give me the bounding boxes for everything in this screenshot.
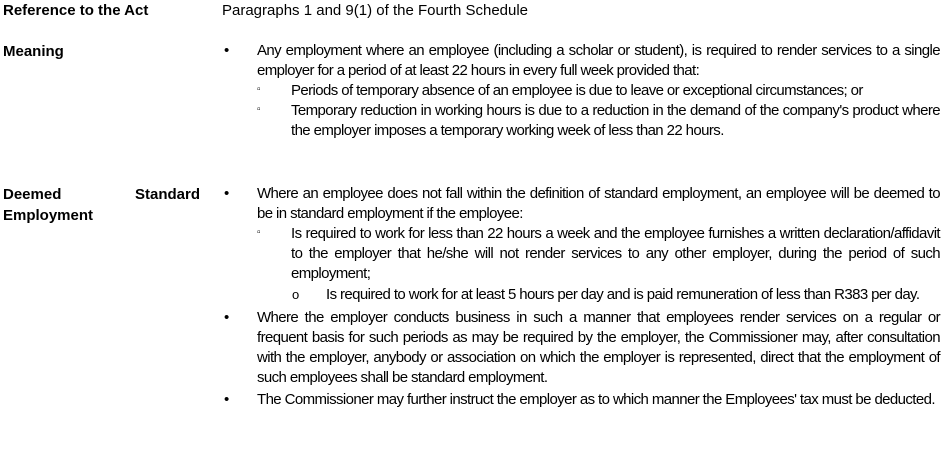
- deemed-bullet: [222, 184, 940, 224]
- square-marker: ▫: [257, 227, 260, 238]
- reference-text: Paragraphs 1 and 9(1) of the Fourth Schedule: [222, 2, 529, 19]
- deemed-label: [3, 184, 200, 226]
- deemed-label-word1: Deemed: [3, 186, 62, 203]
- square-marker: ▫: [257, 84, 260, 95]
- reference-label: Reference to the Act: [3, 2, 149, 19]
- meaning-sub-item: [222, 101, 940, 141]
- deemed-bullet: [222, 390, 940, 410]
- meaning-label: Meaning: [3, 43, 64, 60]
- meaning-bullet-text: Any employment where an employee (including a scholar or student), is required to render services to a single employer for a period of at least 22 hours in every full week provided that:: [257, 42, 940, 79]
- bullet-marker: •: [224, 42, 229, 59]
- deemed-label-line2: Employment: [3, 207, 94, 224]
- deemed-bullet-text: Where the employer conducts business in such a manner that employees render services on a regular or frequent basis for such periods as may be required by the employer, the Commissioner may, after consultation with the employer, anybody or association on which the employer is represented, direct that the employment of such employees shall be standard employment.: [257, 309, 940, 386]
- deemed-sub-item: [222, 224, 940, 284]
- bullet-marker: •: [224, 309, 229, 326]
- deemed-content: [222, 184, 940, 410]
- deemed-sub-item-text: Is required to work for less than 22 hours a week and the employee furnishes a written declaration/affidavit to the employer that he/she will not render services to any other employer, during the period of such employment;: [291, 225, 940, 282]
- meaning-sub-item: [222, 81, 940, 101]
- deemed-subsub-item: [222, 284, 940, 306]
- meaning-bullet: [222, 41, 940, 81]
- bullet-marker: •: [224, 391, 229, 408]
- deemed-bullet-text: Where an employee does not fall within the definition of standard employment, an employee will be deemed to be in standard employment if the employee:: [257, 185, 940, 222]
- bullet-marker: •: [224, 185, 229, 202]
- square-marker: ▫: [257, 104, 260, 115]
- meaning-content: [222, 41, 940, 141]
- deemed-bullet: [222, 308, 940, 388]
- circle-marker: o: [292, 287, 299, 302]
- meaning-sub-item-text: Periods of temporary absence of an employee is due to leave or exceptional circumstances; or: [291, 82, 863, 99]
- meaning-sub-item-text: Temporary reduction in working hours is due to a reduction in the demand of the company's product where the employer imposes a temporary working week of less than 22 hours.: [291, 102, 940, 139]
- deemed-bullet-text: The Commissioner may further instruct the employer as to which manner the Employees' tax must be deducted.: [257, 391, 935, 408]
- deemed-label-word2: Standard: [134, 186, 200, 203]
- deemed-label-line1: [3, 184, 200, 205]
- deemed-subsub-item-text: Is required to work for at least 5 hours per day and is paid remuneration of less than R383 per day.: [326, 286, 920, 303]
